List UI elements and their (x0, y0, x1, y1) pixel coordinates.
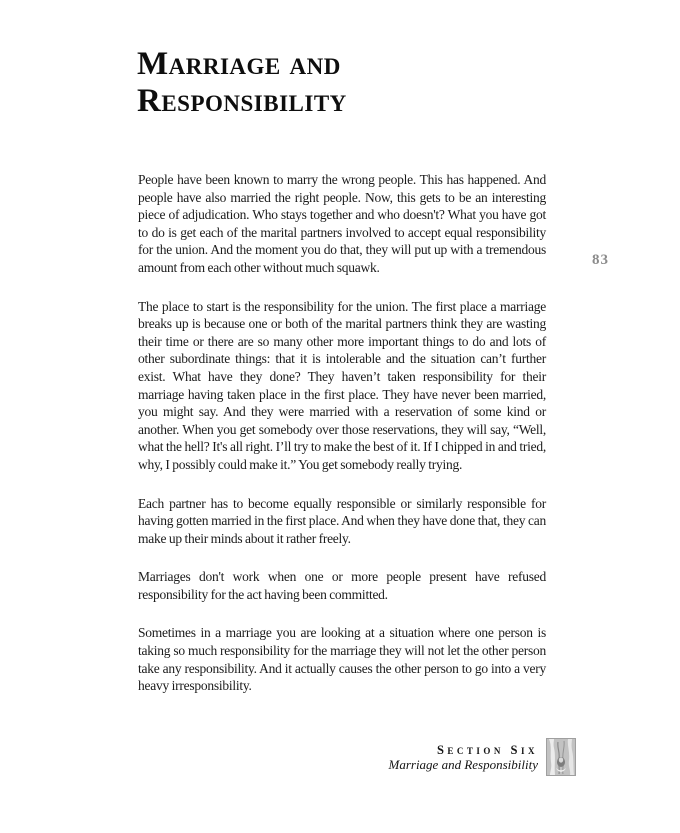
body-text-block (138, 171, 546, 716)
body-paragraph: Marriages don't work when one or more people present have refused responsibility for the act having been committed. (138, 569, 546, 602)
page-footer (389, 738, 577, 776)
page-number: 83 (592, 252, 609, 268)
body-paragraph: The place to start is the responsibility for the union. The first place a marriage breaks up is because one or both of the marital partners think they are wasting their time or there are so many other more important things to do and lots of other subordinate things: that it is intolerable and the situation can’t further exist. What have they done? They haven’t taken responsibility for their marriage having taken place in the first place. They have never been married, you might say. And they were married with a reservation of some kind or another. When you get somebody over those reservations, they will say, “Well, what the hell? It's all right. I’ll try to make the best of it. If I chipped in and tried, why, I possibly could make it.” You get somebody really trying. (138, 298, 546, 472)
engraving-ornament-icon (546, 738, 576, 776)
footer-text (389, 738, 539, 772)
footer-section-label: Section Six (436, 743, 538, 757)
body-paragraph: People have been known to marry the wrong people. This has happened. And people have also married the right people. Now, this gets to be an interesting piece of adjudication. Who stays together and who doesn't? What you have got to do is get each of the marital partners involved to accept equal responsibility for the union. And the moment you do that, they will put up with a tremendous amount from each other without much squawk. (138, 172, 546, 275)
chapter-title-line2: Responsibility (137, 83, 347, 119)
footer-chapter-title: Marriage and Responsibility (388, 757, 538, 772)
chapter-title (137, 46, 347, 120)
body-paragraph: Each partner has to become equally responsible or similarly responsible for having gotten married in the first place. And when they have done that, they can make up their minds about it rather freely. (138, 495, 546, 546)
chapter-title-line1: Marriage and (137, 46, 341, 82)
body-paragraph: Sometimes in a marriage you are looking at a situation where one person is taking so much responsibility for the marriage they will not let the other person take any responsibility. And it actually causes the other person to go into a very heavy irresponsibility. (138, 625, 546, 694)
